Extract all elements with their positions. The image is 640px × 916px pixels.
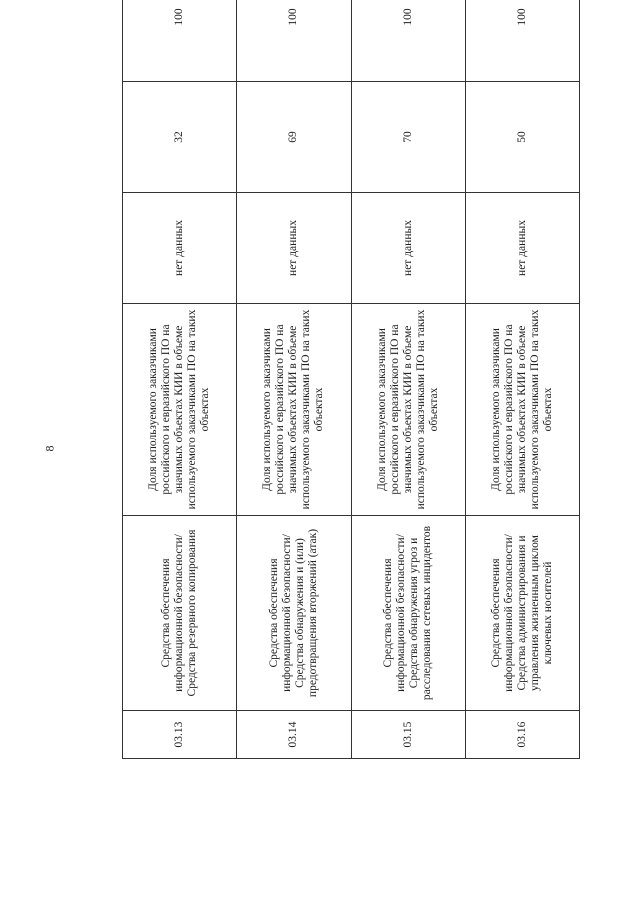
row-code: 03.16 xyxy=(465,711,579,759)
row-name: Средства обеспечения информационной безопасности/Средства обнаружения угроз и расследования сетевых инцидентов xyxy=(351,516,465,711)
table-row xyxy=(351,0,465,759)
page-number: 8 xyxy=(42,445,57,452)
row-target: 100 xyxy=(237,0,351,82)
row-base-value: нет данных xyxy=(123,193,237,304)
row-value: 69 xyxy=(237,82,351,193)
row-indicator: Доля используемого заказчиками российского и евразийского ПО на значимых объектах КИИ в объеме используемого заказчиками ПО на таких объектах xyxy=(351,304,465,516)
table-row xyxy=(237,0,351,759)
row-code: 03.14 xyxy=(237,711,351,759)
rotated-table-container xyxy=(122,0,580,759)
row-value: 50 xyxy=(465,82,579,193)
indicators-table xyxy=(122,0,580,759)
row-indicator: Доля используемого заказчиками российского и евразийского ПО на значимых объектах КИИ в объеме используемого заказчиками ПО на таких объектах xyxy=(237,304,351,516)
row-indicator: Доля используемого заказчиками российского и евразийского ПО на значимых объектах КИИ в объеме используемого заказчиками ПО на таких объектах xyxy=(123,304,237,516)
row-base-value: нет данных xyxy=(237,193,351,304)
table-row xyxy=(123,0,237,759)
row-base-value: нет данных xyxy=(351,193,465,304)
row-name: Средства обеспечения информационной безопасности/Средства резервного копирования xyxy=(123,516,237,711)
row-target: 100 xyxy=(465,0,579,82)
row-value: 32 xyxy=(123,82,237,193)
row-code: 03.13 xyxy=(123,711,237,759)
row-name: Средства обеспечения информационной безопасности/Средства администрирования и управления жизненным циклом ключевых носителей xyxy=(465,516,579,711)
row-code: 03.15 xyxy=(351,711,465,759)
row-value: 70 xyxy=(351,82,465,193)
row-target: 100 xyxy=(123,0,237,82)
row-indicator: Доля используемого заказчиками российского и евразийского ПО на значимых объектах КИИ в объеме используемого заказчиками ПО на таких объектах xyxy=(465,304,579,516)
row-target: 100 xyxy=(351,0,465,82)
table-row xyxy=(465,0,579,759)
row-base-value: нет данных xyxy=(465,193,579,304)
row-name: Средства обеспечения информационной безопасности/Средства обнаружения и (или) предотвращения вторжений (атак) xyxy=(237,516,351,711)
